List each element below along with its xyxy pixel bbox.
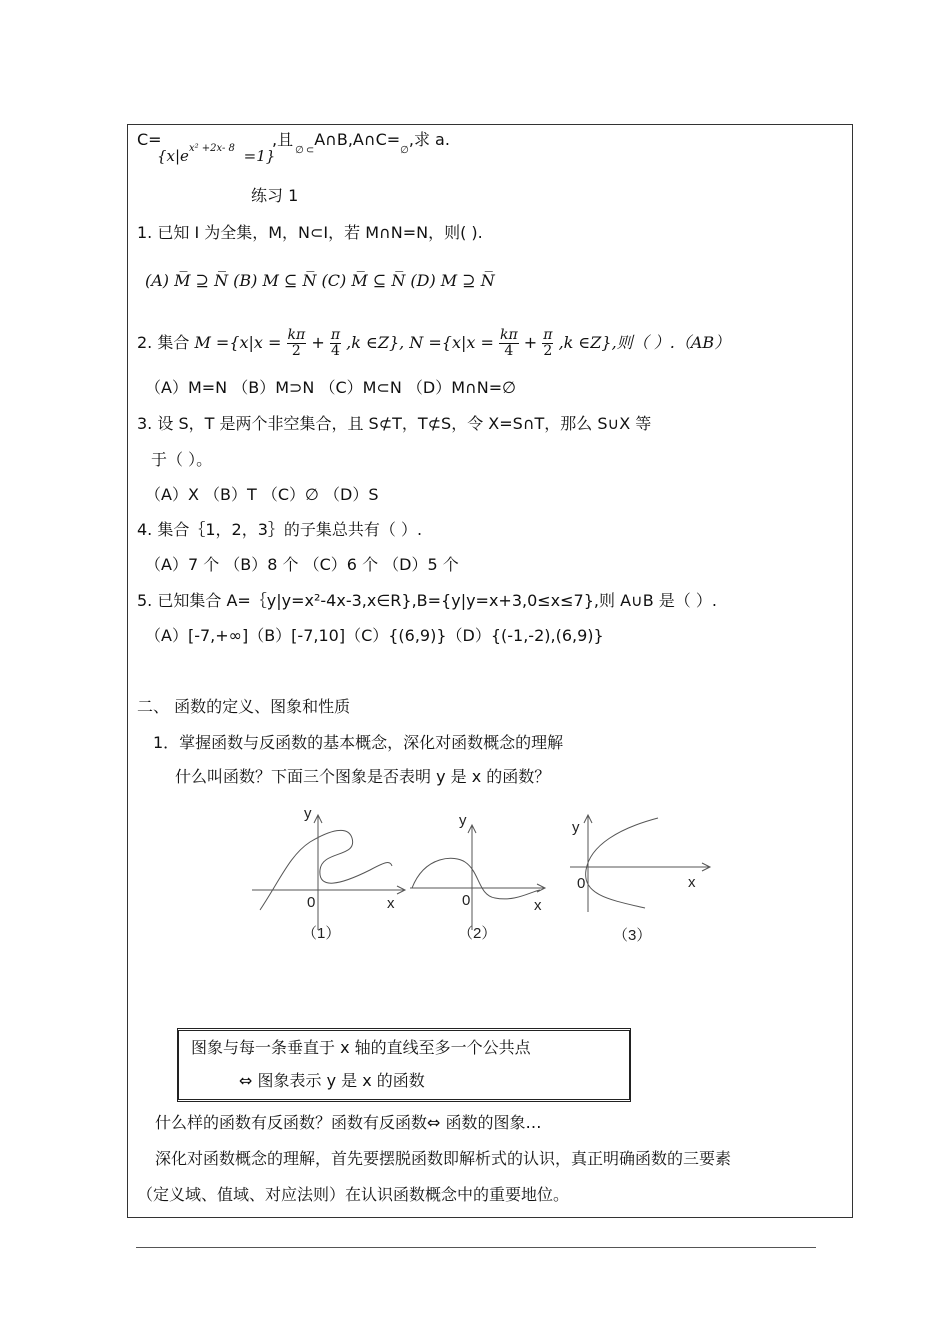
- graph3-x-label: x: [688, 874, 696, 891]
- graph1-caption: （1）: [302, 925, 341, 942]
- graph2-y-label: y: [459, 812, 467, 829]
- section2-sub1: 1．掌握函数与反函数的基本概念，深化对函数概念的理解: [153, 733, 564, 752]
- footer-rule: [136, 1247, 816, 1248]
- graph1-y-label: y: [304, 805, 312, 822]
- graph2-x-label: x: [534, 897, 542, 914]
- function-graphs: [240, 800, 720, 950]
- c-lead: C=: [137, 130, 162, 149]
- closing-line1: 什么样的函数有反函数？函数有反函数⇔ 函数的图象…: [155, 1113, 542, 1132]
- practice-title: 练习 1: [251, 186, 299, 205]
- graph1-origin: 0: [307, 894, 316, 911]
- q4-stem: 4. 集合｛1，2，3｝的子集总共有（ ）.: [137, 520, 423, 539]
- c-set-open: {x|e: [157, 147, 189, 165]
- section2-question: 什么叫函数？下面三个图象是否表明 y 是 x 的函数？: [175, 767, 551, 786]
- subset-symbol: ⊂: [305, 145, 315, 156]
- q1-stem: 1. 已知 I 为全集，M，N⊂I，若 M∩N=N，则( ).: [137, 223, 483, 242]
- c-set-close: =1}: [243, 147, 276, 165]
- q2-stem: [137, 326, 730, 360]
- empty-set-symbol: ∅: [295, 145, 304, 156]
- q2-fraction-4: $\frac{\pi}{2}$: [543, 327, 553, 359]
- graph2-caption: （2）: [458, 925, 497, 942]
- c-tail2: A∩B,A∩C=: [314, 130, 401, 149]
- q3-stem-line1: 3. 设 S，T 是两个非空集合，且 S⊄T，T⊄S，令 X=S∩T，那么 S∪X 等: [137, 414, 652, 433]
- q3-options: （A）X （B）T （C）∅ （D）S: [145, 485, 379, 504]
- q4-options: （A）7 个 （B）8 个 （C）6 个 （D）5 个: [145, 555, 459, 574]
- c-set-expression: [157, 143, 275, 166]
- q2-fraction-1: $\frac{k\pi}{2}$: [287, 327, 306, 359]
- c-tail: [272, 130, 450, 156]
- q2-options: （A）M=N （B）M⊃N （C）M⊂N （D）M∩N=∅: [145, 378, 517, 397]
- q1-options: (A) M̅ ⊇ N̅ (B) M ⊆ N̅ (C) M̅ ⊆ N̅ (D) M ⊇ N̅: [145, 271, 495, 290]
- graph1-x-label: x: [387, 895, 395, 912]
- q2-m-tail: ,k ∈Z}, N ={x|x =: [346, 333, 494, 352]
- graph3-origin: 0: [577, 875, 586, 892]
- q5-options: （A）[-7,+∞]（B）[-7,10]（C）{(6,9)}（D）{(-1,-2),(6,9)}: [145, 626, 604, 645]
- closing-line2: 深化对函数概念的理解，首先要摆脱函数即解析式的认识，真正明确函数的三要素: [155, 1149, 732, 1168]
- graph3-caption: （3）: [613, 927, 652, 944]
- q2-lead: 2. 集合: [137, 333, 190, 352]
- q2-m-set: M ={x|x =: [194, 333, 282, 352]
- q2-fraction-2: $\frac{\pi}{4}$: [330, 327, 341, 359]
- c-tail3: ,求 a.: [408, 130, 450, 149]
- empty-set-symbol-2: ∅: [400, 145, 409, 156]
- function-criterion-box: [177, 1028, 631, 1102]
- graph3-y-label: y: [572, 819, 580, 836]
- q2-plus-2: +: [523, 333, 538, 352]
- c-exponent: x² +2x- 8: [188, 143, 235, 154]
- q3-stem-line2: 于（ ）。: [151, 450, 213, 469]
- graph2-origin: 0: [462, 892, 471, 909]
- q5-stem: 5. 已知集合 A=｛y|y=x²-4x-3,x∈R},B={y|y=x+3,0≤x≤7},则 A∪B 是（ ）.: [137, 591, 717, 610]
- section2-heading: 二、 函数的定义、图象和性质: [137, 697, 351, 716]
- box-line2: ⇔ 图象表示 y 是 x 的函数: [239, 1071, 425, 1090]
- q2-plus-1: +: [311, 333, 325, 352]
- box-line1: 图象与每一条垂直于 x 轴的直线至多一个公共点: [191, 1038, 531, 1057]
- q2-n-tail: ,k ∈Z},则（ ）.（AB）: [558, 333, 731, 352]
- closing-line3: （定义域、值域、对应法则）在认识函数概念中的重要地位。: [137, 1185, 570, 1204]
- q2-fraction-3: $\frac{k\pi}{4}$: [499, 327, 518, 359]
- c-tail1: ,且: [272, 130, 294, 149]
